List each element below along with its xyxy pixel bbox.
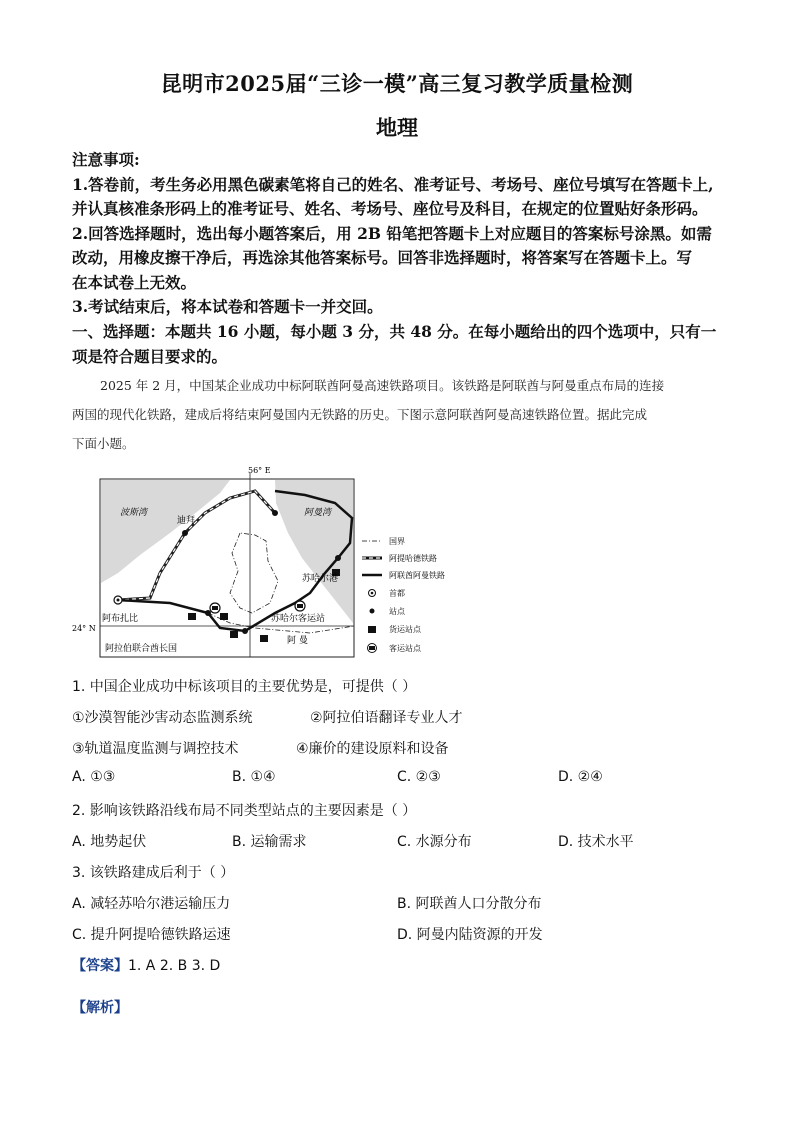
page-title: 昆明市2025届“三诊一模”高三复习教学质量检测 — [160, 71, 634, 96]
option-a: A. 地势起伏 — [72, 834, 147, 850]
sohar-port-label: 苏哈尔港 — [302, 574, 339, 584]
legend-item: 阿联酋阿曼铁路 — [389, 571, 445, 580]
notes-line: 改动，用橡皮擦干净后，再选涂其他答案标号。回答非选择题时，将答案写在答题卡上。写 — [72, 248, 693, 267]
answer-line — [72, 955, 220, 975]
passenger-station-icon — [297, 604, 303, 608]
legend-item: 站点 — [389, 607, 405, 616]
sohar-passenger-label: 苏哈尔客运站 — [271, 614, 326, 624]
option-b: B. ①④ — [232, 769, 276, 785]
subject-title: 地理 — [376, 115, 418, 140]
option-a: A. 减轻苏哈尔港运输压力 — [72, 896, 231, 912]
legend-station-symbol — [370, 609, 375, 614]
question-2-stem: 2. 影响该铁路沿线布局不同类型站点的主要因素是（ ） — [72, 803, 417, 819]
analysis-tag: 【解析】 — [72, 1000, 128, 1016]
section-heading-cont: 项是符合题目要求的。 — [72, 347, 228, 366]
station-marker — [335, 555, 341, 561]
station-marker — [272, 510, 278, 516]
option-b: B. 运输需求 — [232, 834, 307, 850]
option-c: C. 水源分布 — [397, 834, 472, 850]
lat-label: 24° N — [72, 624, 96, 633]
oman-label: 阿 曼 — [287, 636, 308, 646]
freight-station-marker — [188, 613, 196, 620]
legend-item: 货运站点 — [389, 625, 421, 634]
passage-line: 下面小题。 — [72, 436, 135, 451]
persian-gulf-label: 波斯湾 — [120, 508, 148, 518]
statement-3: ③轨道温度监测与调控技术 — [72, 741, 239, 757]
station-marker — [242, 628, 248, 634]
legend-item: 客运站点 — [389, 644, 421, 653]
railway-map — [70, 463, 470, 663]
lon-label: 56° E — [248, 466, 271, 475]
dubai-label: 迪拜 — [177, 516, 196, 526]
legend-passenger-icon — [369, 646, 375, 650]
legend-item: 首都 — [389, 589, 405, 598]
answer-text: 1. A 2. B 3. D — [128, 958, 221, 974]
abu-dhabi-label: 阿布扎比 — [102, 614, 139, 624]
notes-heading: 注意事项: — [72, 150, 140, 169]
passage-line: 两国的现代化铁路，建成后将结束阿曼国内无铁路的历史。下图示意阿联酋阿曼高速铁路位置。据此完成 — [72, 407, 648, 422]
uae-label: 阿拉伯联合酋长国 — [105, 644, 178, 654]
option-d: D. 阿曼内陆资源的开发 — [397, 927, 543, 943]
statement-1: ①沙漠智能沙害动态监测系统 — [72, 710, 253, 726]
notes-line: 在本试卷上无效。 — [72, 273, 197, 292]
station-marker — [182, 530, 188, 536]
passage-line: 2025 年 2 月，中国某企业成功中标阿联酋阿曼高速铁路项目。该铁路是阿联酋与阿曼重点布局的连接 — [100, 378, 665, 393]
capital-marker-dot — [117, 599, 120, 602]
question-3-stem: 3. 该铁路建成后利于（ ） — [72, 865, 235, 881]
option-d: D. 技术水平 — [558, 834, 634, 850]
legend-item: 阿提哈德铁路 — [389, 554, 437, 563]
legend-freight-symbol — [368, 626, 376, 633]
option-c: C. ②③ — [397, 769, 441, 785]
section-heading: 一、选择题：本题共 16 小题，每小题 3 分，共 48 分。在每小题给出的四个选项中，只有一 — [72, 322, 717, 341]
station-marker — [205, 610, 211, 616]
oman-gulf-label: 阿曼湾 — [304, 508, 332, 518]
freight-station-marker — [260, 635, 268, 642]
notes-line: 1.答卷前，考生务必用黑色碳素笔将自己的姓名、准考证号、考场号、座位号填写在答题卡上, — [72, 175, 714, 194]
freight-station-marker — [230, 631, 238, 638]
statement-4: ④廉价的建设原料和设备 — [296, 741, 449, 757]
legend-capital-dot — [371, 592, 374, 595]
option-d: D. ②④ — [558, 769, 603, 785]
notes-line: 3.考试结束后，将本试卷和答题卡一并交回。 — [72, 297, 383, 316]
legend-item: 国界 — [389, 537, 405, 546]
option-c: C. 提升阿提哈德铁路运速 — [72, 927, 231, 943]
statement-2: ②阿拉伯语翻译专业人才 — [310, 710, 463, 726]
option-a: A. ①③ — [72, 769, 116, 785]
notes-line: 并认真核准条形码上的准考证号、姓名、考场号、座位号及科目，在规定的位置贴好条形码。 — [72, 199, 708, 218]
option-b: B. 阿联酋人口分散分布 — [397, 896, 542, 912]
notes-line: 2.回答选择题时，选出每小题答案后，用 2B 铅笔把答题卡上对应题目的答案标号涂黑。如需 — [72, 224, 712, 243]
answer-tag: 【答案】 — [72, 958, 128, 974]
passenger-station-icon — [212, 606, 218, 610]
freight-station-marker — [220, 613, 228, 620]
question-1-stem: 1. 中国企业成功中标该项目的主要优势是，可提供（ ） — [72, 679, 417, 695]
